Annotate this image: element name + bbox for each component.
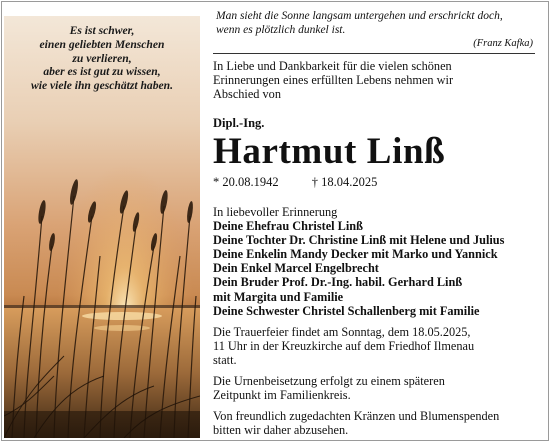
quote-line: wenn es plötzlich dunkel ist.: [216, 23, 346, 36]
intro-line: Abschied von: [213, 87, 281, 101]
poem-line: einen geliebten Menschen: [39, 37, 165, 51]
kafka-quote: [216, 10, 535, 37]
poem-line: zu verlieren,: [72, 51, 132, 65]
mourners-list: [213, 205, 535, 318]
death-date: † 18.04.2025: [311, 175, 378, 189]
funeral-info: [213, 325, 535, 367]
divider-line: [213, 53, 535, 54]
mourner-line: Dein Bruder Prof. Dr.-Ing. habil. Gerhard Linß: [213, 275, 463, 290]
quote-source: (Franz Kafka): [473, 38, 533, 49]
deceased-name: Hartmut Linß: [213, 131, 446, 172]
life-dates: [213, 175, 535, 190]
intro-line: Erinnerungen eines erfüllten Lebens nehmen wir: [213, 73, 454, 87]
wreaths-line: Von freundlich zugedachten Kränzen und Blumenspenden: [213, 408, 500, 423]
notice-text-column: [213, 10, 535, 437]
mourner-line: mit Margita und Familie: [213, 289, 344, 304]
wreaths-request: [213, 409, 535, 437]
birth-date: * 20.08.1942: [213, 175, 279, 189]
mourner-line: Deine Enkelin Mandy Decker mit Marko und Yannick: [213, 247, 498, 262]
mourners-intro: In liebevoller Erinnerung: [213, 205, 338, 219]
mourner-line: Dein Enkel Marcel Engelbrecht: [213, 261, 379, 276]
quote-line: Man sieht die Sonne langsam untergehen und erschrickt doch,: [216, 10, 503, 22]
poem-line: Es ist schwer,: [69, 24, 135, 37]
deceased-title: Dipl.-Ing.: [213, 116, 265, 130]
urn-line: Die Urnenbeisetzung erfolgt zu einem späteren: [213, 373, 445, 388]
memorial-poem: [4, 24, 200, 93]
urn-line: Zeitpunkt im Familienkreis.: [213, 387, 351, 402]
mourner-line: Deine Ehefrau Christel Linß: [213, 219, 363, 234]
funeral-line: statt.: [213, 352, 237, 367]
urn-burial-info: [213, 374, 535, 402]
funeral-line: Die Trauerfeier findet am Sonntag, dem 18.05.2025,: [213, 324, 471, 339]
funeral-line: 11 Uhr in der Kreuzkirche auf dem Friedhof Ilmenau: [213, 338, 475, 353]
intro-line: In Liebe und Dankbarkeit für die vielen schönen: [213, 59, 452, 73]
mourner-line: Deine Tochter Dr. Christine Linß mit Helene und Julius: [213, 233, 505, 248]
poem-line: wie viele ihn geschätzt haben.: [30, 79, 174, 93]
wreaths-line: bitten wir daher abzusehen.: [213, 422, 349, 437]
intro-paragraph: [213, 59, 535, 101]
mourner-line: Deine Schwester Christel Schallenberg mit Familie: [213, 303, 480, 318]
poem-line: aber es ist gut zu wissen,: [43, 65, 161, 79]
